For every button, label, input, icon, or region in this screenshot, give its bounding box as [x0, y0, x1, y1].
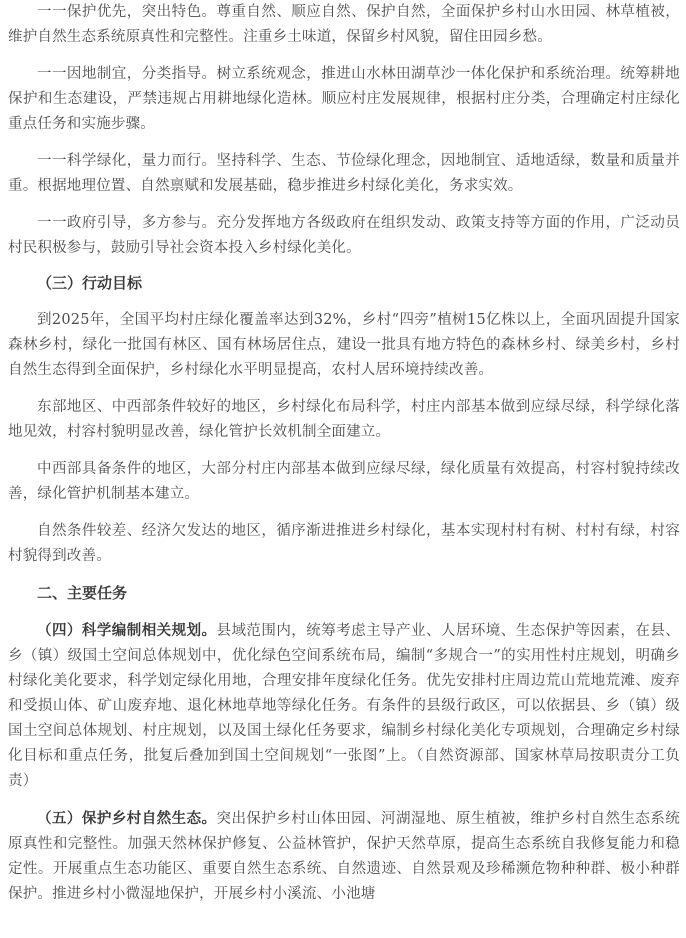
paragraph-underdeveloped-regions: 自然条件较差、经济欠发达的地区，循序渐进推进乡村绿化，基本实现村村有树、村村有绿，村容村貌得到改善。	[8, 523, 680, 564]
paragraph-planning-lead: （四）科学编制相关规划。	[37, 622, 217, 639]
paragraph-government-guidance: 一一政府引导，多方参与。充分发挥地方各级政府在组织发动、政策支持等方面的作用，广泛动员村民积极参与，鼓励引导社会资本投入乡村绿化美化。	[8, 215, 680, 256]
paragraph-planning-body: 县域范围内，统筹考虑主导产业、人居环境、生态保护等因素，在县、乡（镇）级国土空间总体规划中，优化绿色空间系统布局，编制“多规合一”的实用性村庄规划，明确乡村绿化美化要求，科学划定绿化用地，合理安排年度绿化任务。优先安排村庄周边荒山荒地荒滩、废弃和受损山体、矿山废弃地、退化林地草地等绿化任务。有条件的县级行政区，可以依据县、乡（镇）级国土空间总体规划、村庄规划，以及国土绿化任务要求，编制乡村绿化美化专项规划，合理确定乡村绿化目标和重点任务，批复后叠加到国土空间规划“一张图”上。（自然资源部、国家林草局按职责分工负责）	[8, 623, 680, 789]
paragraph-local-conditions: 一一因地制宜，分类指导。树立系统观念，推进山水林田湖草沙一体化保护和系统治理。统筹耕地保护和生态建设，严禁违规占用耕地绿化造林。顺应村庄发展规律，根据村庄分类，合理确定村庄绿化重点任务和实施步骤。	[8, 66, 680, 132]
paragraph-ecology-lead: （五）保护乡村自然生态。	[37, 810, 217, 827]
section-heading-action-goals: （三）行动目标	[37, 274, 143, 292]
paragraph-planning	[8, 618, 680, 794]
section-heading-main-tasks: 二、主要任务	[37, 584, 128, 602]
paragraph-protection-priority: 一一保护优先，突出特色。尊重自然、顺应自然、保护自然，全面保护乡村山水田园、林草植被，维护自然生态系统原真性和完整性。注重乡土味道，保留乡村风貌，留住田园乡愁。	[8, 4, 680, 45]
paragraph-central-western-regions: 中西部具备条件的地区，大部分村庄内部基本做到应绿尽绿，绿化质量有效提高，村容村貌持续改善，绿化管护机制基本建立。	[8, 461, 680, 502]
paragraph-ecology-body: 突出保护乡村山体田园、河湖湿地、原生植被，维护乡村自然生态系统原真性和完整性。加强天然林保护修复、公益林管护，保护天然草原，提高生态系统自我修复能力和稳定性。开展重点生态功能区、重要自然生态系统、自然遗迹、自然景观及珍稀濒危物种种群、极小种群保护。推进乡村小微湿地保护，开展乡村小溪流、小池塘	[8, 811, 680, 902]
paragraph-eastern-regions: 东部地区、中西部条件较好的地区，乡村绿化布局科学，村庄内部基本做到应绿尽绿，科学绿化落地见效，村容村貌明显改善，绿化管护长效机制全面建立。	[8, 399, 680, 440]
paragraph-ecology-protection	[8, 806, 680, 907]
paragraph-scientific-greening: 一一科学绿化，量力而行。坚持科学、生态、节俭绿化理念，因地制宜、适地适绿，数量和质量并重。根据地理位置、自然禀赋和发展基础，稳步推进乡村绿化美化，务求实效。	[8, 153, 680, 194]
paragraph-2025-targets: 到2025年，全国平均村庄绿化覆盖率达到32%，乡村“四旁”植树15亿株以上，全面巩固提升国家森林乡村，绿化一批国有林区、国有林场居住点，建设一批具有地方特色的森林乡村、绿美乡村，乡村自然生态得到全面保护，乡村绿化水平明显提高，农村人居环境持续改善。	[8, 312, 680, 378]
